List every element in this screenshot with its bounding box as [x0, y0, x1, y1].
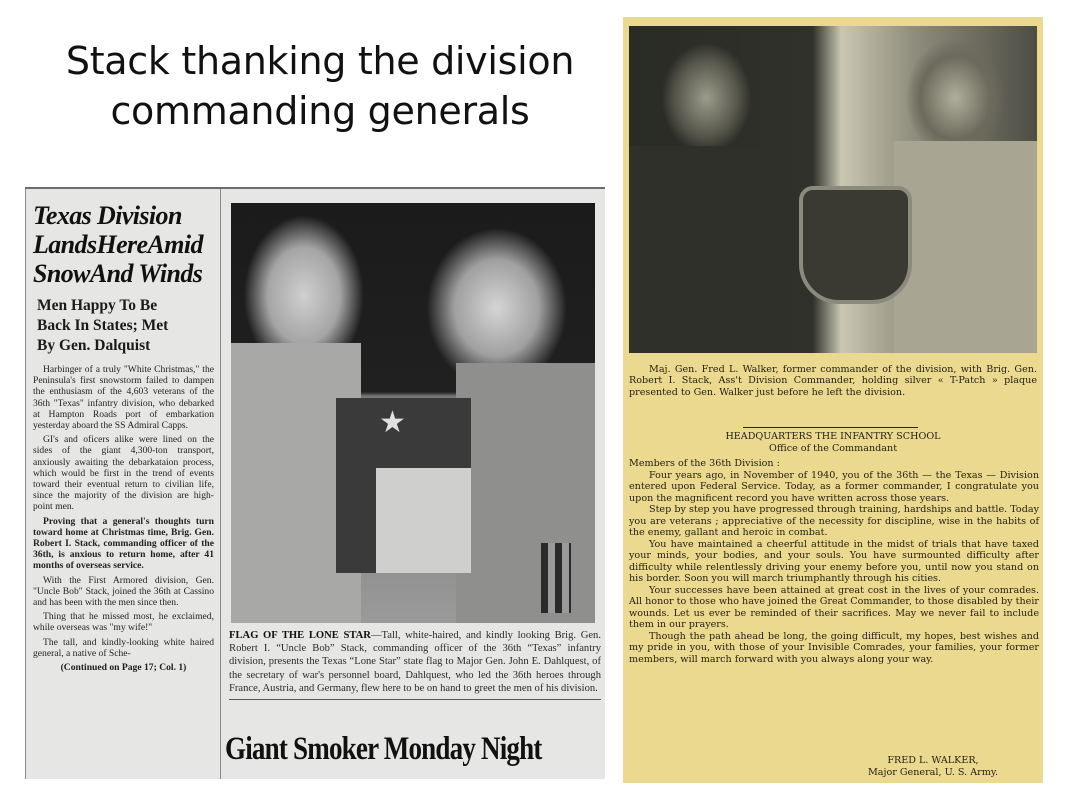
texas-flag-hoist [336, 398, 376, 573]
subhead-line-1: Men Happy To Be [37, 297, 158, 314]
slide-title-line-1: Stack thanking the division [65, 39, 575, 83]
divider [743, 427, 918, 428]
letterhead-line-1: HEADQUARTERS THE INFANTRY SCHOOL [725, 431, 941, 442]
article-paragraph: With the First Armored division, Gen. "Uncle Bob" Stack, joined the 36th at Cassino and has been with the men since then. [33, 574, 214, 609]
letter-paragraph: Your successes have been attained at great cost in the lives of your comrades. All honor to those who have joined the Great Commander, to those disabled by their wounds. Let us ever be reminded of their sacrifices. May we never fail to include them in our prayers. [629, 584, 1039, 630]
photo-column [225, 189, 605, 779]
caption-body: —Tall, white-haired, and kindly looking Brig. Gen. Robert I. “Uncle Bob” Stack, commanding officer of the 36th “Texas” infantry division, presents the Texas “Lone Star” state flag to Major Gen. John E. Dahlquest, of the secretary of war's personnel board, Dahlquest, who led the 36th heroes through France, Austria, and Germany, flew here to be on hand to greet the men of his division. [229, 630, 602, 694]
newspaper-clipping-walker-letter [623, 17, 1043, 783]
t-patch-plaque [799, 186, 912, 304]
photo-figure-right [456, 363, 595, 623]
photo-figure-stack [894, 141, 1037, 353]
photo-generals-with-texas-flag [231, 203, 595, 623]
slide-title [30, 36, 610, 136]
caption-lead: FLAG OF THE LONE STAR [229, 630, 371, 641]
article-paragraph: Proving that a general's thoughts turn toward home at Christmas time, Brig. Gen. Robert I. Stack, commanding officer of the 36th, is anxious to return home, after 41 months of overseas service. [33, 515, 214, 572]
letterhead-line-2: Office of the Commandant [768, 443, 898, 454]
letter-paragraph: Four years ago, in November of 1940, you of the 36th — the Texas — Division entered upon Federal Service. Today, as a former commander, I congratulate you upon the magnificent record you have written across those years. [629, 469, 1039, 504]
letter-paragraph: Step by step you have progressed through training, hardships and battle. Today you are veterans ; appreciative of the necessity for discipline, wise in the habits of the enemy, gallant and heroic in combat. [629, 504, 1039, 538]
photo-caption [229, 629, 601, 700]
continued-note: (Continued on Page 17; Col. 1) [60, 662, 187, 674]
article-paragraph: The tall, and kindly-looking white haired general, a native of Sche- [33, 636, 214, 659]
letter-paragraph: You have maintained a cheerful attitude in the midst of trials that have taxed your minds, your bodies, and your souls. You have surmounted difficulty after difficulty while relentlessly driving your enemy before you, until now you stand on his border. Soon you will march triumphantly through his cities. [629, 538, 1039, 584]
photo-figure-walker [629, 146, 799, 353]
photo-caption: Maj. Gen. Fred L. Walker, former commander of the division, with Brig. Gen. Robert I. Stack, Ass't Division Commander, holding silver « T-Patch » plaque presented to Gen. Walker just before he left the division. [629, 364, 1037, 398]
article-subhead [37, 296, 214, 356]
letter-paragraph: Though the path ahead be long, the going difficult, my hopes, best wishes and my pride in you, with those of your Invisible Comrades, your families, your former members, will march forward with you always along your way. [629, 630, 1039, 665]
headline-line-3: SnowAnd Winds [33, 259, 203, 288]
sleeve-stripes [541, 543, 571, 613]
photo-t-patch-plaque [629, 26, 1037, 353]
letter-body [629, 458, 1039, 665]
subhead-line-3: By Gen. Dalquist [37, 337, 151, 354]
headline-line-1: Texas Division [33, 201, 182, 230]
bottom-headline: Giant Smoker Monday Night [225, 731, 542, 767]
article-paragraph: Thing that he missed most, he exclaimed, while overseas was "my wife!" [33, 611, 214, 634]
article-column [25, 189, 221, 779]
letter-salutation: Members of the 36th Division : [629, 458, 780, 469]
lone-star-icon: ★ [379, 406, 406, 439]
article-paragraph: Harbinger of a truly "White Christmas," the Peninsula's first snowstorm failed to dampen the enthusiasm of the 4,603 veterans of the 36th "Texas" infantry division, who debarked at Hampton Roads port of embarkation yesterday aboard the SS Admiral Capps. [33, 364, 214, 432]
signature-name: FRED L. WALKER, [887, 755, 979, 766]
article-paragraph: GI's and oficers alike were lined on the sides of the giant 4,300-ton transport, anxiously awaiting the debarkataion process, which would be first in the trend of events toward their eventual return to civilian life, since the majority of the division are high-point men. [33, 434, 214, 513]
article-headline [33, 201, 214, 288]
headline-line-2: LandsHereAmid [33, 230, 203, 259]
subhead-line-2: Back In States; Met [37, 317, 169, 334]
newspaper-clipping-texas-division [25, 187, 605, 779]
signature-title: Major General, U. S. Army. [867, 767, 999, 778]
slide-title-line-2: commanding generals [110, 89, 530, 133]
